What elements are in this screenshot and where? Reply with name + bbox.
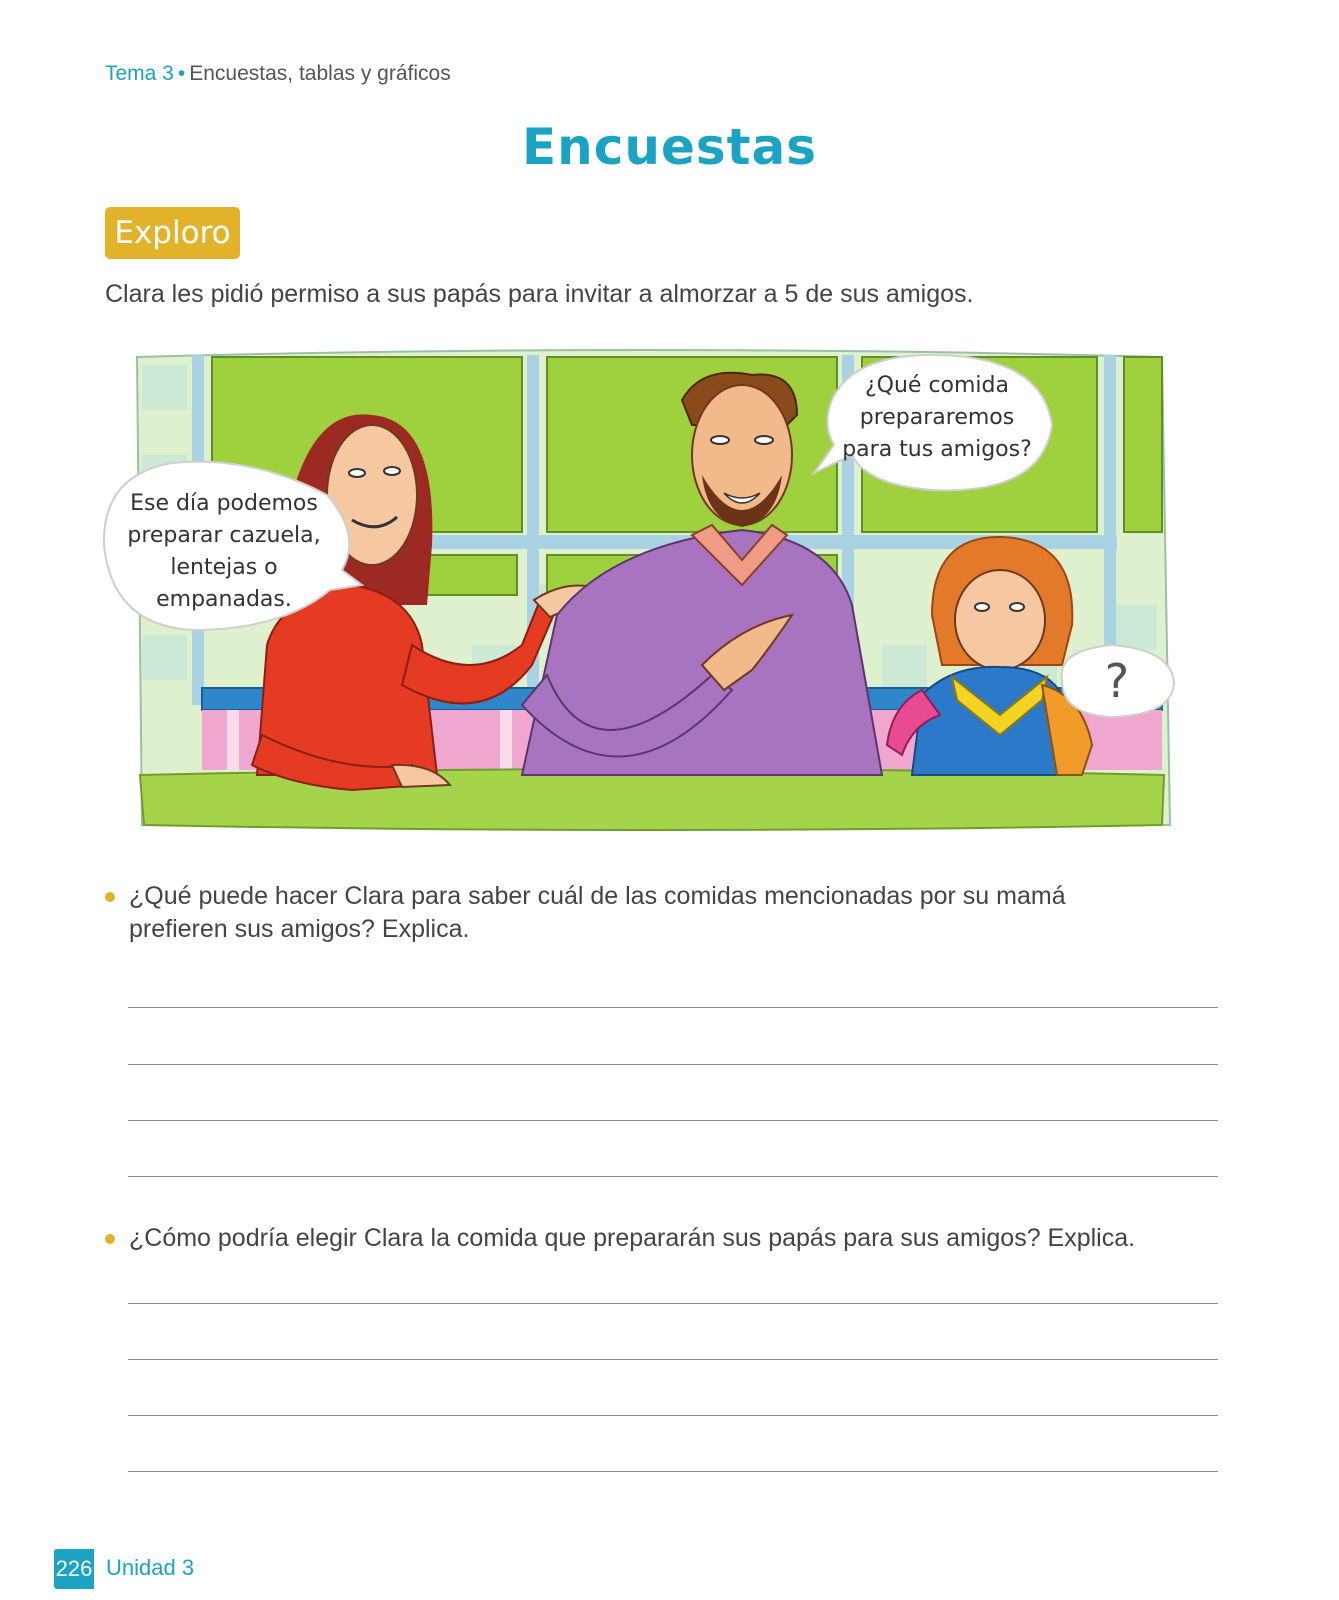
father-speech-text: ¿Qué comida prepararemos para tus amigos? — [842, 373, 1032, 462]
unit-label: Unidad 3 — [106, 1555, 195, 1580]
answer-line-1a[interactable] — [128, 1007, 1218, 1008]
answer-line-1b[interactable] — [128, 1064, 1218, 1065]
answer-line-2b[interactable] — [128, 1359, 1218, 1360]
intro-text: Clara les pidió permiso a sus papás para invitar a almorzar a 5 de sus amigos. — [105, 280, 974, 308]
bullet-icon — [105, 1234, 115, 1244]
question-1 — [105, 880, 1205, 950]
section-label: Exploro — [105, 207, 240, 259]
girl-thought-text: ? — [1104, 654, 1130, 708]
answer-line-2c[interactable] — [128, 1415, 1218, 1416]
topic-header — [105, 62, 451, 86]
question-1-text: ¿Qué puede hacer Clara para saber cuál de las comidas mencionadas por su mamá prefieren sus amigos? Explica. — [129, 882, 1066, 943]
page-number: 226 — [54, 1549, 94, 1589]
bullet-icon — [105, 892, 115, 902]
topic-number: Tema 3 — [105, 62, 174, 85]
separator-dot: • — [177, 62, 186, 85]
answer-line-1d[interactable] — [128, 1176, 1218, 1177]
illustration — [52, 345, 1212, 845]
question-2 — [105, 1222, 1205, 1262]
answer-line-2d[interactable] — [128, 1471, 1218, 1472]
answer-line-2a[interactable] — [128, 1303, 1218, 1304]
question-2-text: ¿Cómo podría elegir Clara la comida que prepararán sus papás para sus amigos? Explica. — [129, 1224, 1136, 1252]
answer-line-1c[interactable] — [128, 1120, 1218, 1121]
mother-speech-text: Ese día podemos preparar cazuela, lentejas o empanadas. — [127, 491, 321, 612]
page-title: Encuestas — [521, 118, 818, 176]
topic-title: Encuestas, tablas y gráficos — [189, 62, 451, 85]
